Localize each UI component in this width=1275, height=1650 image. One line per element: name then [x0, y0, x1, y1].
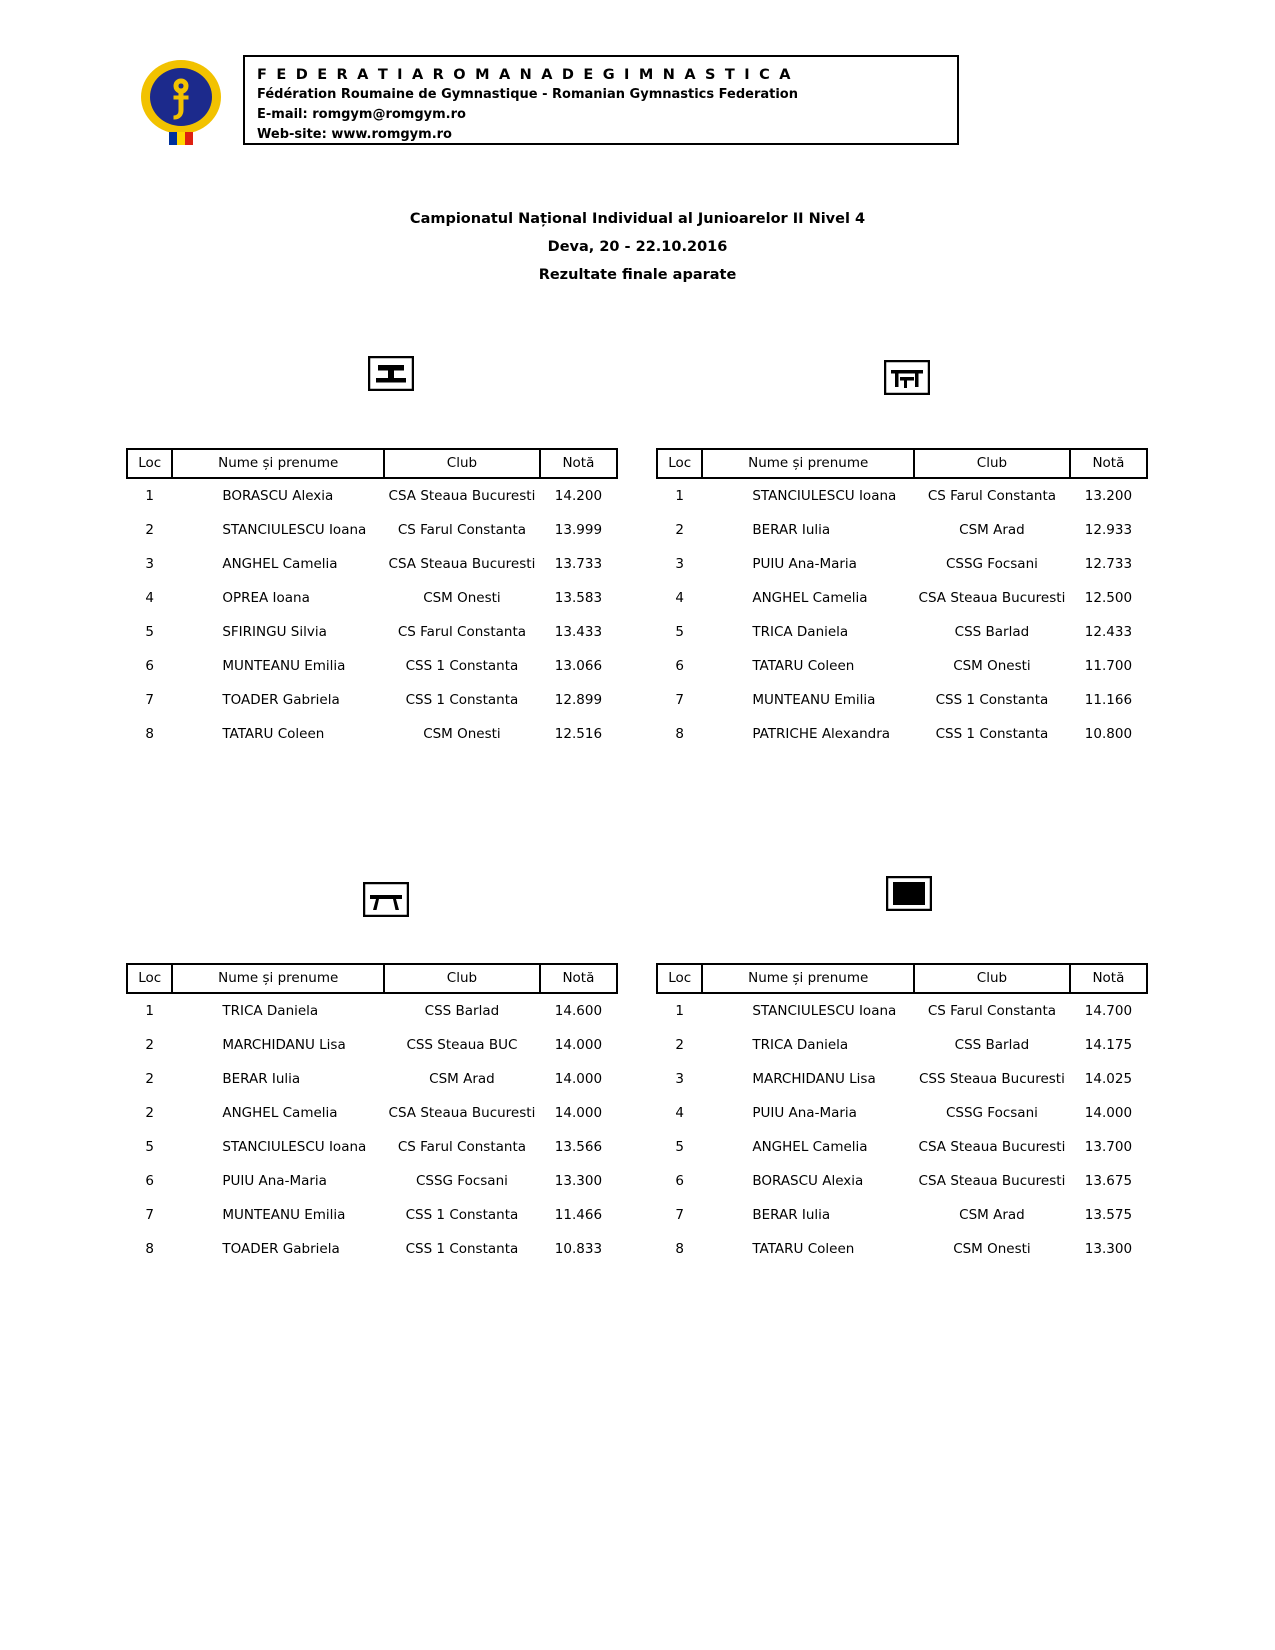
table-row [657, 478, 1147, 513]
club-cell: CS Farul Constanta [397, 522, 527, 538]
balance-beam-icon [363, 882, 409, 917]
results-body-bars [657, 478, 1147, 751]
club-cell: CSS Steaua BUC [406, 1037, 518, 1053]
score-cell: 12.899 [554, 692, 603, 708]
federation-info-box [243, 55, 959, 145]
club-cell: CSS 1 Constanta [405, 658, 519, 674]
score-cell: 13.583 [554, 590, 603, 606]
club-cell: CSA Steaua Bucuresti [388, 1105, 536, 1121]
results-subtitle: Rezultate finale aparate [538, 267, 737, 283]
column-header-score: Notă [540, 964, 617, 993]
rank-cell: 8 [675, 726, 684, 742]
club-cell: CSM Onesti [423, 590, 501, 606]
table-row [127, 683, 617, 717]
club-cell: CSSG Focsani [415, 1173, 508, 1189]
athlete-name-cell: MUNTEANU Emilia [222, 1207, 346, 1223]
athlete-name-cell: ANGHEL Camelia [222, 1105, 338, 1121]
score-cell: 14.000 [1084, 1105, 1133, 1121]
rank-cell: 3 [675, 1071, 684, 1087]
rank-cell: 7 [675, 1207, 684, 1223]
table-row [657, 683, 1147, 717]
table-row [657, 1198, 1147, 1232]
club-cell: CS Farul Constanta [397, 624, 527, 640]
score-cell: 13.300 [554, 1173, 603, 1189]
athlete-name-cell: BERAR Iulia [752, 522, 831, 538]
column-header-loc: Loc [657, 449, 702, 478]
athlete-name-cell: TATARU Coleen [222, 726, 325, 742]
club-cell: CSS Barlad [424, 1003, 500, 1019]
rank-cell: 5 [145, 624, 154, 640]
club-cell: CSA Steaua Bucuresti [388, 488, 536, 504]
athlete-name-cell: BERAR Iulia [222, 1071, 301, 1087]
federation-name-ro: F E D E R A T I A R O M A N A D E G I M N A S T I C A [257, 67, 793, 83]
column-header-name: Nume și prenume [172, 964, 384, 993]
rank-cell: 1 [675, 1003, 684, 1019]
score-cell: 13.433 [554, 624, 603, 640]
score-cell: 12.516 [554, 726, 603, 742]
table-header-row [127, 964, 617, 993]
table-row [127, 615, 617, 649]
club-cell: CSA Steaua Bucuresti [918, 1139, 1066, 1155]
athlete-name-cell: STANCIULESCU Ioana [222, 1139, 367, 1155]
table-row [657, 1028, 1147, 1062]
score-cell: 14.025 [1084, 1071, 1133, 1087]
club-cell: CSA Steaua Bucuresti [918, 590, 1066, 606]
rank-cell: 5 [145, 1139, 154, 1155]
athlete-name-cell: MARCHIDANU Lisa [752, 1071, 876, 1087]
club-cell: CSS 1 Constanta [935, 692, 1049, 708]
club-cell: CSSG Focsani [945, 1105, 1038, 1121]
athlete-name-cell: ANGHEL Camelia [752, 590, 868, 606]
column-header-name: Nume și prenume [702, 449, 914, 478]
table-row [657, 513, 1147, 547]
athlete-name-cell: PUIU Ana-Maria [752, 556, 857, 572]
score-cell: 13.200 [1084, 488, 1133, 504]
score-cell: 12.733 [1084, 556, 1133, 572]
table-header-row [657, 964, 1147, 993]
athlete-name-cell: PUIU Ana-Maria [752, 1105, 857, 1121]
rank-cell: 6 [675, 1173, 684, 1189]
score-cell: 13.675 [1084, 1173, 1133, 1189]
club-cell: CSS 1 Constanta [405, 1241, 519, 1257]
club-cell: CSA Steaua Bucuresti [388, 556, 536, 572]
column-header-club: Club [384, 449, 540, 478]
table-row [127, 1062, 617, 1096]
athlete-name-cell: STANCIULESCU Ioana [752, 488, 897, 504]
table-row [127, 513, 617, 547]
club-cell: CSM Arad [959, 522, 1025, 538]
uneven-bars-icon [884, 360, 930, 395]
results-body-vault [127, 478, 617, 751]
rank-cell: 2 [145, 1105, 154, 1121]
score-cell: 13.066 [554, 658, 603, 674]
rank-cell: 7 [145, 692, 154, 708]
score-cell: 12.933 [1084, 522, 1133, 538]
athlete-name-cell: MUNTEANU Emilia [222, 658, 346, 674]
table-row [127, 1028, 617, 1062]
results-table-floor [656, 963, 1148, 1266]
column-header-name: Nume și prenume [172, 449, 384, 478]
club-cell: CSS 1 Constanta [405, 692, 519, 708]
club-cell: CSA Steaua Bucuresti [918, 1173, 1066, 1189]
athlete-name-cell: TATARU Coleen [752, 1241, 855, 1257]
column-header-loc: Loc [127, 964, 172, 993]
athlete-name-cell: TOADER Gabriela [222, 1241, 340, 1257]
table-row [127, 547, 617, 581]
score-cell: 14.000 [554, 1037, 603, 1053]
athlete-name-cell: TATARU Coleen [752, 658, 855, 674]
club-cell: CSM Arad [429, 1071, 495, 1087]
athlete-name-cell: PATRICHE Alexandra [752, 726, 891, 742]
results-table-vault [126, 448, 618, 751]
table-header-row [657, 449, 1147, 478]
score-cell: 13.575 [1084, 1207, 1133, 1223]
athlete-name-cell: MARCHIDANU Lisa [222, 1037, 346, 1053]
column-header-club: Club [914, 964, 1070, 993]
table-row [127, 478, 617, 513]
rank-cell: 2 [145, 1071, 154, 1087]
club-cell: CSM Onesti [423, 726, 501, 742]
athlete-name-cell: MUNTEANU Emilia [752, 692, 876, 708]
table-row [127, 993, 617, 1028]
rank-cell: 7 [145, 1207, 154, 1223]
column-header-loc: Loc [127, 449, 172, 478]
club-cell: CSS 1 Constanta [935, 726, 1049, 742]
federation-website: Web-site: www.romgym.ro [257, 127, 452, 142]
club-cell: CSM Arad [959, 1207, 1025, 1223]
rank-cell: 5 [675, 1139, 684, 1155]
rank-cell: 5 [675, 624, 684, 640]
table-row [127, 1164, 617, 1198]
score-cell: 14.175 [1084, 1037, 1133, 1053]
score-cell: 13.300 [1084, 1241, 1133, 1257]
table-row [127, 581, 617, 615]
athlete-name-cell: BORASCU Alexia [222, 488, 334, 504]
table-row [657, 649, 1147, 683]
rank-cell: 2 [675, 1037, 684, 1053]
rank-cell: 6 [145, 1173, 154, 1189]
table-row [657, 547, 1147, 581]
rank-cell: 1 [145, 1003, 154, 1019]
club-cell: CS Farul Constanta [397, 1139, 527, 1155]
score-cell: 14.000 [554, 1105, 603, 1121]
table-row [657, 1062, 1147, 1096]
results-body-floor [657, 993, 1147, 1266]
club-cell: CSS 1 Constanta [405, 1207, 519, 1223]
vault-table-icon [368, 356, 414, 391]
table-row [127, 1130, 617, 1164]
column-header-club: Club [914, 449, 1070, 478]
table-row [657, 717, 1147, 751]
athlete-name-cell: ANGHEL Camelia [222, 556, 338, 572]
athlete-name-cell: BORASCU Alexia [752, 1173, 864, 1189]
rank-cell: 8 [675, 1241, 684, 1257]
athlete-name-cell: STANCIULESCU Ioana [222, 522, 367, 538]
athlete-name-cell: STANCIULESCU Ioana [752, 1003, 897, 1019]
rank-cell: 2 [675, 522, 684, 538]
rank-cell: 2 [145, 1037, 154, 1053]
table-row [127, 1232, 617, 1266]
athlete-name-cell: ANGHEL Camelia [752, 1139, 868, 1155]
rank-cell: 4 [675, 590, 684, 606]
column-header-club: Club [384, 964, 540, 993]
rank-cell: 8 [145, 726, 154, 742]
table-row [657, 1232, 1147, 1266]
score-cell: 11.700 [1084, 658, 1133, 674]
score-cell: 13.999 [554, 522, 603, 538]
federation-name-fr-en: Fédération Roumaine de Gymnastique - Romanian Gymnastics Federation [257, 87, 798, 102]
club-cell: CSS Steaua Bucuresti [919, 1071, 1065, 1087]
rank-cell: 3 [145, 556, 154, 572]
column-header-score: Notă [1070, 449, 1147, 478]
rank-cell: 7 [675, 692, 684, 708]
club-cell: CS Farul Constanta [927, 488, 1057, 504]
results-table-beam [126, 963, 618, 1266]
score-cell: 14.600 [554, 1003, 603, 1019]
athlete-name-cell: SFIRINGU Silvia [222, 624, 327, 640]
rank-cell: 3 [675, 556, 684, 572]
column-header-score: Notă [540, 449, 617, 478]
score-cell: 12.433 [1084, 624, 1133, 640]
table-row [127, 1096, 617, 1130]
table-header-row [127, 449, 617, 478]
rank-cell: 8 [145, 1241, 154, 1257]
competition-venue-date: Deva, 20 - 22.10.2016 [547, 239, 728, 255]
document-header [135, 55, 960, 147]
club-cell: CSM Onesti [953, 658, 1031, 674]
competition-title: Campionatul Național Individual al Junioarelor II Nivel 4 [409, 211, 866, 227]
score-cell: 10.800 [1084, 726, 1133, 742]
score-cell: 14.200 [554, 488, 603, 504]
athlete-name-cell: TRICA Daniela [752, 624, 849, 640]
federation-email: E-mail: romgym@romgym.ro [257, 107, 466, 122]
romanian-gymnastics-federation-logo [135, 57, 227, 147]
column-header-loc: Loc [657, 964, 702, 993]
club-cell: CSS Barlad [954, 624, 1030, 640]
score-cell: 13.700 [1084, 1139, 1133, 1155]
column-header-score: Notă [1070, 964, 1147, 993]
score-cell: 12.500 [1084, 590, 1133, 606]
table-row [127, 717, 617, 751]
athlete-name-cell: TRICA Daniela [222, 1003, 319, 1019]
athlete-name-cell: TOADER Gabriela [222, 692, 340, 708]
rank-cell: 1 [145, 488, 154, 504]
results-body-beam [127, 993, 617, 1266]
table-row [127, 1198, 617, 1232]
rank-cell: 4 [675, 1105, 684, 1121]
club-cell: CS Farul Constanta [927, 1003, 1057, 1019]
club-cell: CSM Onesti [953, 1241, 1031, 1257]
rank-cell: 6 [675, 658, 684, 674]
score-cell: 11.166 [1084, 692, 1133, 708]
score-cell: 10.833 [554, 1241, 603, 1257]
score-cell: 13.566 [554, 1139, 603, 1155]
column-header-name: Nume și prenume [702, 964, 914, 993]
athlete-name-cell: OPREA Ioana [222, 590, 310, 606]
athlete-name-cell: PUIU Ana-Maria [222, 1173, 327, 1189]
athlete-name-cell: BERAR Iulia [752, 1207, 831, 1223]
club-cell: CSS Barlad [954, 1037, 1030, 1053]
score-cell: 13.733 [554, 556, 603, 572]
table-row [657, 1096, 1147, 1130]
table-row [657, 1130, 1147, 1164]
table-row [657, 615, 1147, 649]
club-cell: CSSG Focsani [945, 556, 1038, 572]
table-row [657, 993, 1147, 1028]
results-table-bars [656, 448, 1148, 751]
score-cell: 14.000 [554, 1071, 603, 1087]
title-block [0, 205, 1275, 289]
table-row [127, 649, 617, 683]
table-row [657, 581, 1147, 615]
rank-cell: 2 [145, 522, 154, 538]
score-cell: 11.466 [554, 1207, 603, 1223]
rank-cell: 4 [145, 590, 154, 606]
rank-cell: 1 [675, 488, 684, 504]
rank-cell: 6 [145, 658, 154, 674]
score-cell: 14.700 [1084, 1003, 1133, 1019]
floor-exercise-icon [886, 876, 932, 911]
athlete-name-cell: TRICA Daniela [752, 1037, 849, 1053]
table-row [657, 1164, 1147, 1198]
